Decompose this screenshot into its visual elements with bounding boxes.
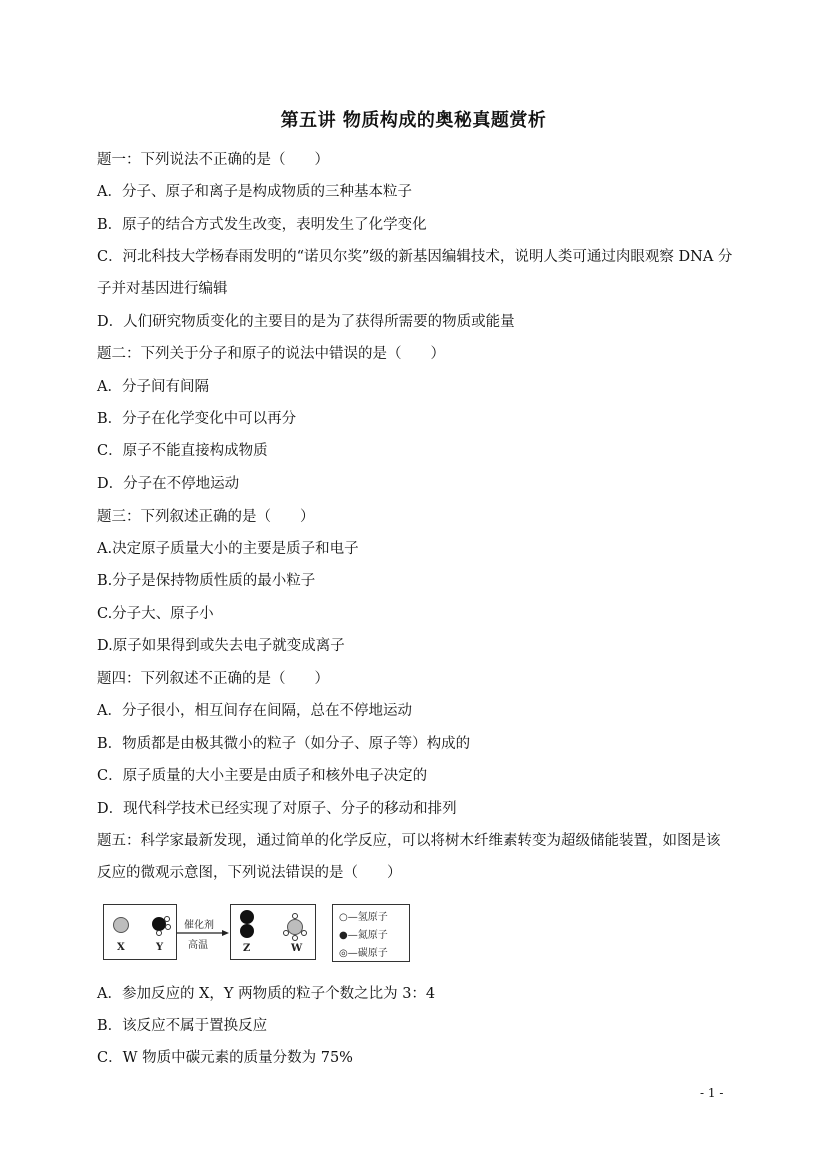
question-3-option-d: D.原子如果得到或失去电子就变成离子 [97, 638, 345, 654]
question-1-option-c-line1: C．河北科技大学杨春雨发明的“诺贝尔奖”级的新基因编辑技术，说明人类可通过肉眼观察 DNA 分 [97, 249, 733, 265]
question-4-stem: 题四：下列叙述不正确的是（ ） [97, 671, 329, 687]
hydrogen-atom-icon [156, 930, 162, 936]
question-5-option-b: B．该反应不属于置换反应 [97, 1018, 268, 1034]
question-3-option-b: B.分子是保持物质性质的最小粒子 [97, 573, 316, 589]
page-number: - 1 - [700, 1086, 724, 1100]
question-1-stem: 题一：下列说法不正确的是（ ） [97, 152, 329, 168]
legend-nitrogen: ●—氮原子 [339, 930, 388, 941]
nitrogen-atom-icon [240, 910, 254, 924]
label-w: W [291, 943, 303, 954]
catalyst-label: 催化剂 [184, 920, 214, 931]
question-2-option-a: A．分子间有间隔 [97, 379, 209, 395]
question-4-option-d: D．现代科学技术已经实现了对原子、分子的移动和排列 [97, 801, 457, 817]
carbon-atom-icon [113, 917, 129, 933]
legend-hydrogen: ○—氢原子 [339, 912, 388, 923]
question-2-option-c: C．原子不能直接构成物质 [97, 443, 268, 459]
hydrogen-atom-icon [301, 930, 307, 936]
label-y: Y [156, 942, 164, 953]
question-3-stem: 题三：下列叙述正确的是（ ） [97, 509, 315, 525]
question-2-stem: 题二：下列关于分子和原子的说法中错误的是（ ） [97, 346, 445, 362]
legend-box [332, 904, 410, 962]
question-3-option-a: A.决定原子质量大小的主要是质子和电子 [97, 541, 359, 557]
hydrogen-atom-icon [292, 935, 298, 941]
hydrogen-atom-icon [164, 916, 170, 922]
question-2-option-d: D．分子在不停地运动 [97, 476, 240, 492]
label-z: Z [243, 943, 251, 954]
question-4-option-a: A．分子很小，相互间存在间隔，总在不停地运动 [97, 703, 412, 719]
question-1-option-d: D．人们研究物质变化的主要目的是为了获得所需要的物质或能量 [97, 314, 515, 330]
question-1-option-b: B．原子的结合方式发生改变，表明发生了化学变化 [97, 217, 427, 233]
question-3-option-c: C.分子大、原子小 [97, 606, 214, 622]
hydrogen-atom-icon [292, 913, 298, 919]
reaction-diagram [100, 898, 410, 968]
question-4-option-c: C．原子质量的大小主要是由质子和核外电子决定的 [97, 768, 428, 784]
question-5-option-c: C．W 物质中碳元素的质量分数为 75% [97, 1050, 353, 1066]
page-title: 第五讲 物质构成的奥秘真题赏析 [280, 110, 547, 131]
question-4-option-b: B．物质都是由极其微小的粒子（如分子、原子等）构成的 [97, 736, 471, 752]
question-1-option-c-line2: 子并对基因进行编辑 [97, 281, 228, 297]
hydrogen-atom-icon [165, 924, 171, 930]
question-5-option-a: A．参加反应的 X，Y 两物质的粒子个数之比为 3：4 [97, 986, 436, 1002]
hydrogen-atom-icon [283, 930, 289, 936]
label-x: X [117, 942, 125, 953]
question-1-option-a: A．分子、原子和离子是构成物质的三种基本粒子 [97, 184, 412, 200]
condition-label: 高温 [188, 940, 208, 951]
legend-carbon: ◎—碳原子 [339, 948, 388, 959]
question-2-option-b: B．分子在化学变化中可以再分 [97, 411, 297, 427]
question-5-stem-line2: 反应的微观示意图，下列说法错误的是（ ） [97, 865, 402, 881]
reactants-box [103, 904, 177, 960]
products-box [230, 904, 316, 960]
nitrogen-atom-icon [240, 924, 254, 938]
question-5-stem-line1: 题五：科学家最新发现，通过简单的化学反应，可以将树木纤维素转变为超级储能装置，如图是该 [97, 833, 721, 849]
